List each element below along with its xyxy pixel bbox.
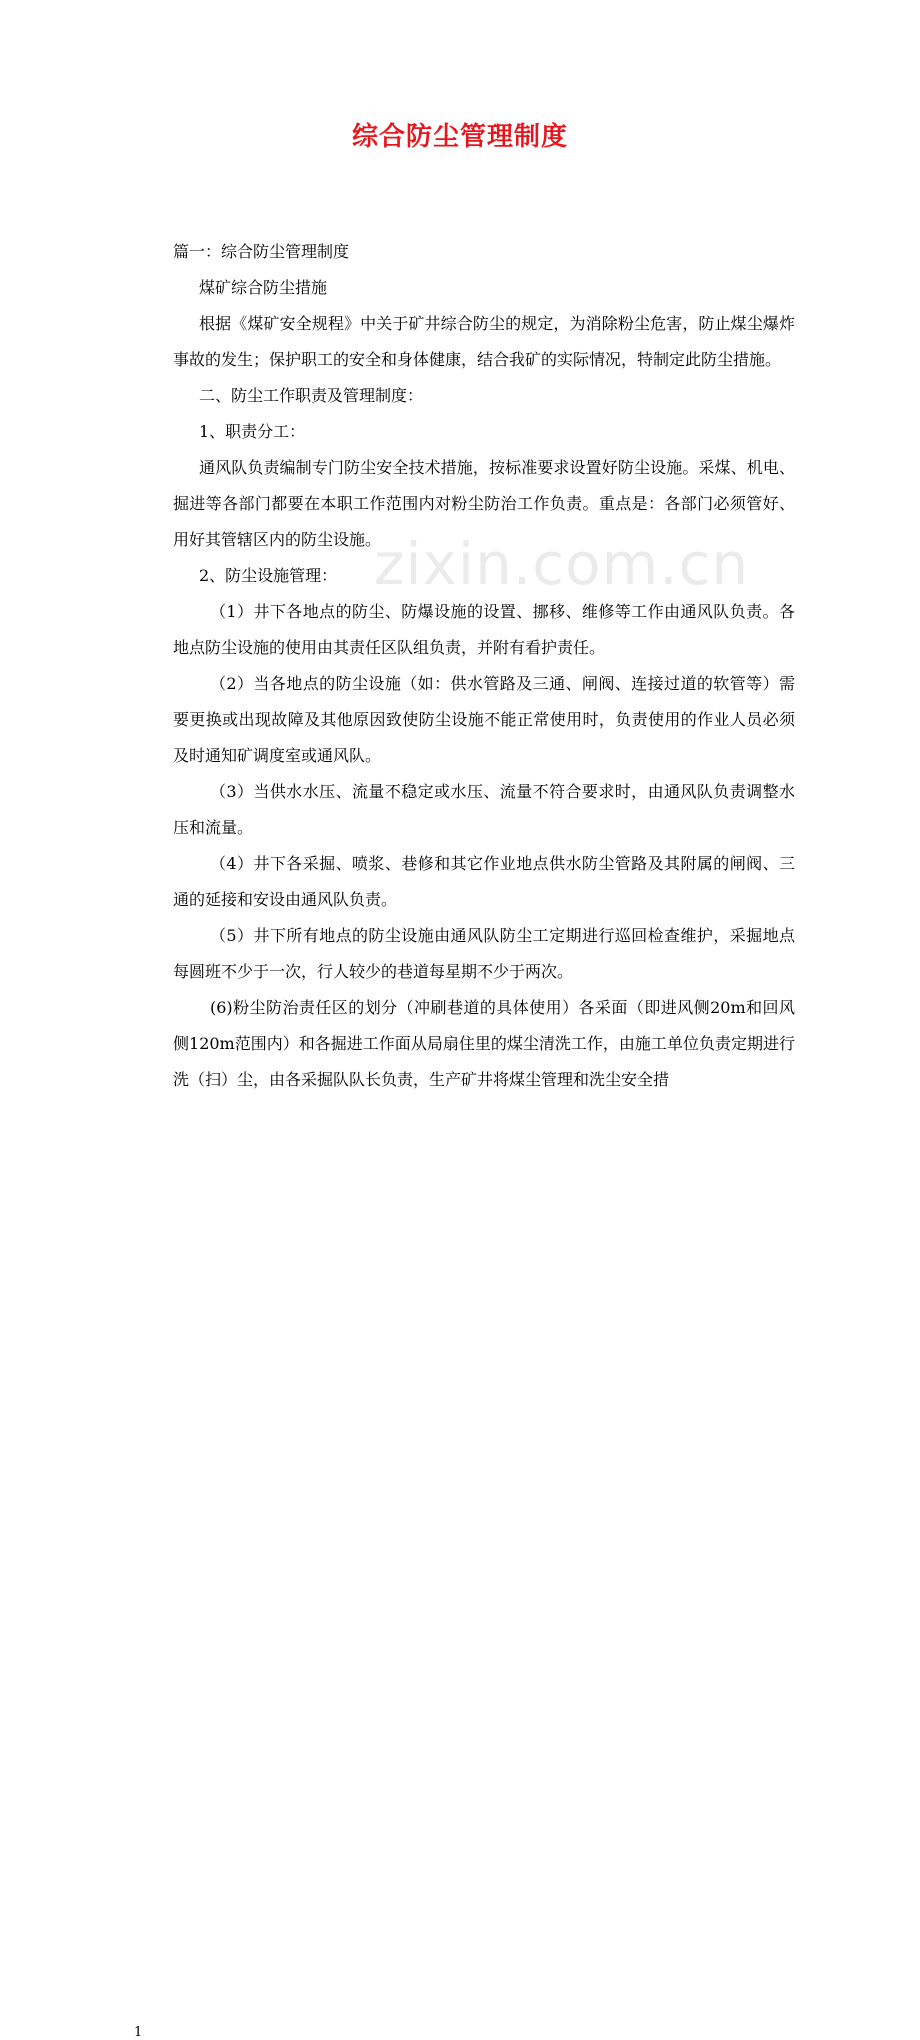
subheading: 煤矿综合防尘措施 xyxy=(199,278,328,297)
watermark: zixin.com.cn xyxy=(374,530,750,598)
paragraph: 2、防尘设施管理： xyxy=(199,566,338,585)
paragraph: 二、防尘工作职责及管理制度： xyxy=(199,386,424,405)
paragraph: （5）井下所有地点的防尘设施由通风队防尘工定期进行巡回检查维护，采掘地点每圆班不少于一次，行人较少的巷道每星期不少于两次。 xyxy=(173,926,795,981)
paragraph: 通风队负责编制专门防尘安全技术措施，按标准要求设置好防尘设施。采煤、机电、掘进等各部门都要在本职工作范围内对粉尘防治工作负责。重点是：各部门必须管好、用好其管辖区内的防尘设施。 xyxy=(173,458,795,549)
paragraph: （3）当供水水压、流量不稳定或水压、流量不符合要求时，由通风队负责调整水压和流量。 xyxy=(173,782,795,837)
document-body xyxy=(173,234,795,1098)
document-title: 综合防尘管理制度 xyxy=(351,122,568,152)
paragraph: （1）井下各地点的防尘、防爆设施的设置、挪移、维修等工作由通风队负责。各地点防尘设施的使用由其责任区队组负责，并附有看护责任。 xyxy=(173,602,795,657)
paragraph: 1、职责分工： xyxy=(199,422,306,441)
page-number: 1 xyxy=(134,2025,143,2040)
paragraph: 根据《煤矿安全规程》中关于矿井综合防尘的规定，为消除粉尘危害，防止煤尘爆炸事故的发生；保护职工的安全和身体健康，结合我矿的实际情况，特制定此防尘措施。 xyxy=(173,314,795,369)
paragraph: （2）当各地点的防尘设施（如：供水管路及三通、闸阀、连接过道的软管等）需要更换或出现故障及其他原因致使防尘设施不能正常使用时，负责使用的作业人员必须及时通知矿调度室或通风队。 xyxy=(173,674,795,765)
paragraph: (6)粉尘防治责任区的划分（冲刷巷道的具体使用）各采面（即进风侧20m和回风侧120m范围内）和各掘进工作面从局扇住里的煤尘清洗工作，由施工单位负责定期进行洗（扫）尘，由各采掘队队长负责，生产矿井将煤尘管理和洗尘安全措 xyxy=(173,998,795,1089)
section-heading: 篇一：综合防尘管理制度 xyxy=(173,242,350,261)
paragraph: （4）井下各采掘、喷浆、巷修和其它作业地点供水防尘管路及其附属的闸阀、三通的延接和安设由通风队负责。 xyxy=(173,854,795,909)
